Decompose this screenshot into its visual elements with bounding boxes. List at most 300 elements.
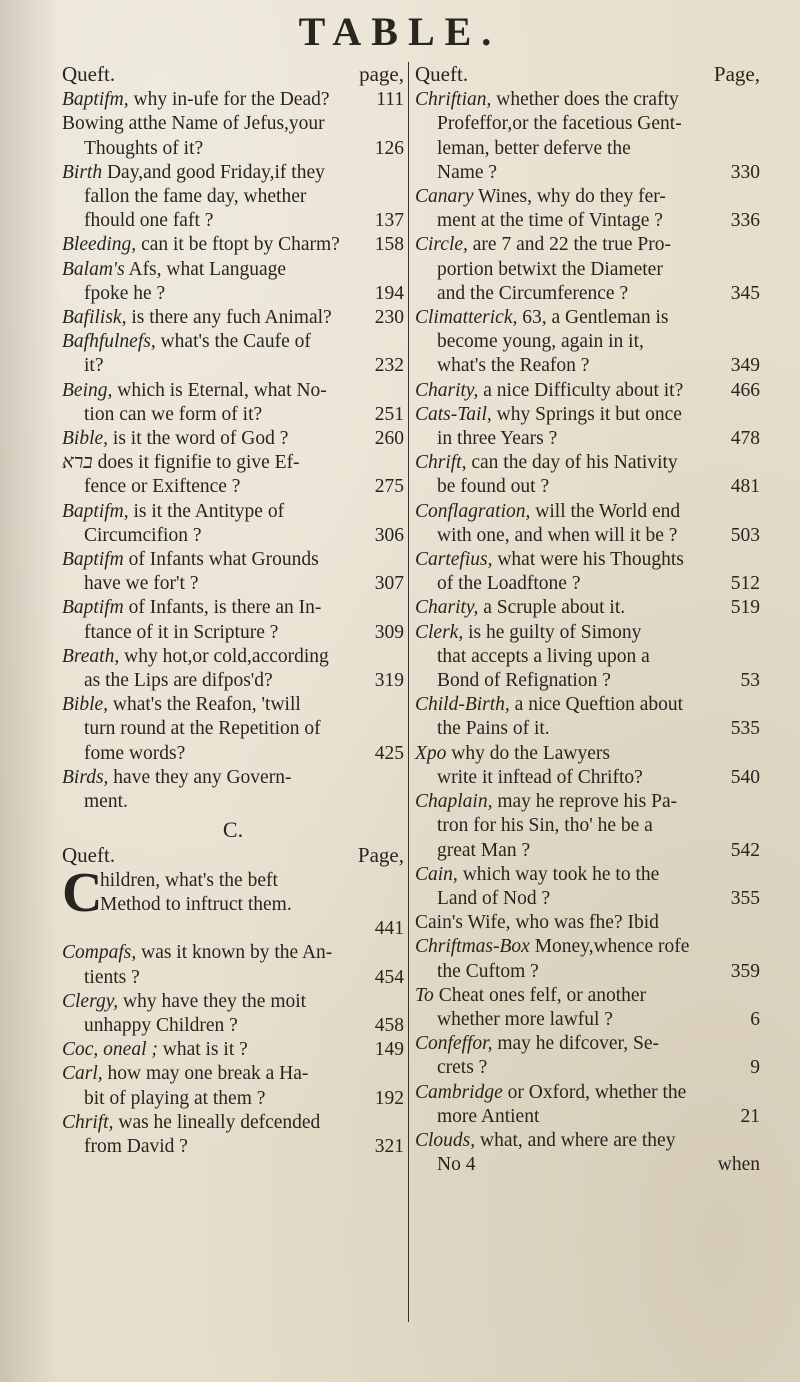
entry-headword: Canary xyxy=(415,186,474,208)
c-head-queft: Queft. xyxy=(62,842,116,867)
entry-line xyxy=(415,621,760,645)
entry-headword: Bible, xyxy=(62,428,109,450)
index-entry xyxy=(415,379,760,403)
entry-line xyxy=(415,161,760,185)
entry-page-number: 454 xyxy=(374,966,404,988)
entry-page-number: 349 xyxy=(730,355,760,377)
entry-line xyxy=(415,1008,760,1032)
entry-page-number: 359 xyxy=(730,960,760,982)
entry-line xyxy=(415,1105,760,1129)
entry-text: be found out ? xyxy=(437,476,550,498)
entry-line xyxy=(62,233,404,257)
entry-line xyxy=(415,330,760,354)
entry-headword: Chaplain, xyxy=(415,791,493,813)
index-entry xyxy=(415,935,760,983)
left-entries-c xyxy=(62,941,404,1159)
index-entry xyxy=(62,548,404,596)
index-entry xyxy=(415,500,760,548)
entry-text: a nice Queftion about xyxy=(514,694,684,716)
entry-line xyxy=(62,403,404,427)
entry-line xyxy=(415,1032,760,1056)
entry-headword: Cartefius, xyxy=(415,549,493,571)
entry-line xyxy=(62,112,404,136)
entry-line xyxy=(415,596,760,620)
entry-page-number: 111 xyxy=(376,89,404,111)
index-entry xyxy=(62,258,404,306)
index-entry xyxy=(62,766,404,814)
index-entry xyxy=(415,911,760,935)
entry-line xyxy=(62,693,404,717)
entry-page-number: 319 xyxy=(374,670,404,692)
entry-text: Bowing atthe Name of Jefus,your xyxy=(62,113,325,135)
left-column xyxy=(62,62,404,1159)
left-entries xyxy=(62,88,404,814)
entry-headword: Bleeding, xyxy=(62,234,137,256)
index-entry xyxy=(62,990,404,1038)
entry-text: is it the Antitype of xyxy=(133,500,285,522)
entry-line xyxy=(415,742,760,766)
dropcap-line: hildren, what's the beft xyxy=(100,869,278,891)
index-entry xyxy=(415,403,760,451)
entry-text: of Infants what Grounds xyxy=(128,549,319,571)
entry-line xyxy=(415,209,760,233)
entry-headword: Baptifm, xyxy=(62,89,129,111)
index-entry xyxy=(62,941,404,989)
entry-text: write it inftead of Chrifto? xyxy=(437,766,643,788)
index-entry xyxy=(62,161,404,234)
entry-text: is it the word of God ? xyxy=(112,428,289,450)
entry-page-number: 230 xyxy=(374,307,404,329)
left-column-head xyxy=(62,62,404,86)
entry-headword: Charity, xyxy=(415,597,479,619)
entry-page-number: 192 xyxy=(374,1087,404,1109)
entry-headword: Being, xyxy=(62,379,113,401)
index-entry xyxy=(415,1081,760,1129)
running-head: TABLE. xyxy=(298,9,502,54)
dropcap-letter: C xyxy=(62,861,103,924)
entry-headword: Cats-Tail, xyxy=(415,403,492,425)
entry-line xyxy=(415,500,760,524)
entry-line xyxy=(62,185,404,209)
index-entry xyxy=(415,742,760,790)
entry-text: No 4 xyxy=(437,1154,476,1176)
entry-line xyxy=(62,258,404,282)
entry-line xyxy=(62,427,404,451)
entry-text: turn round at the Repetition of xyxy=(84,718,321,740)
entry-line xyxy=(415,88,760,112)
entry-page-number: 251 xyxy=(374,403,404,425)
entry-line xyxy=(62,645,404,669)
entry-line xyxy=(62,717,404,741)
entry-text: ment. xyxy=(84,791,128,813)
left-head-queft: Queft. xyxy=(62,62,116,86)
entry-text: ment at the time of Vintage ? xyxy=(437,210,663,232)
entry-page-number: 345 xyxy=(730,282,760,304)
entry-text: and the Circumference ? xyxy=(437,282,629,304)
entry-page-number: 512 xyxy=(730,573,760,595)
entry-line xyxy=(415,645,760,669)
entry-page-number: 466 xyxy=(730,379,760,401)
entry-line xyxy=(415,282,760,306)
entry-text: Name ? xyxy=(437,161,498,183)
entry-line xyxy=(62,1087,404,1111)
entry-text: why Springs it but once xyxy=(496,403,682,425)
index-entry xyxy=(62,1038,404,1062)
entry-line xyxy=(62,572,404,596)
entry-text: of Infants, is there an In- xyxy=(128,597,322,619)
entry-line xyxy=(415,766,760,790)
entry-text: will the World end xyxy=(535,500,681,522)
entry-line xyxy=(62,548,404,572)
entry-text: or Oxford, whether the xyxy=(507,1081,687,1103)
entry-headword: Conflagration, xyxy=(415,500,531,522)
index-entry xyxy=(62,306,404,330)
entry-line xyxy=(415,112,760,136)
index-entry xyxy=(415,185,760,233)
entry-text: tients ? xyxy=(84,966,140,988)
entry-text: what were his Thoughts xyxy=(497,549,684,571)
entry-text: was he lineally defcended xyxy=(118,1111,321,1133)
entry-line xyxy=(62,306,404,330)
index-entry xyxy=(415,233,760,306)
entry-line xyxy=(415,669,760,693)
entry-headword: Xpo xyxy=(415,742,447,764)
entry-line xyxy=(415,1081,760,1105)
entry-line xyxy=(415,693,760,717)
entry-headword: Baptifm xyxy=(62,549,124,571)
entry-line xyxy=(415,814,760,838)
entry-text: the Cuftom ? xyxy=(437,960,539,982)
entry-page-number: 260 xyxy=(374,428,404,450)
entry-line xyxy=(415,451,760,475)
entry-line xyxy=(62,1014,404,1038)
entry-page-number: 330 xyxy=(730,161,760,183)
entry-headword: Child-Birth, xyxy=(415,694,510,716)
entry-line xyxy=(62,1135,404,1159)
entry-headword: Climatterick, xyxy=(415,307,518,329)
entry-line xyxy=(415,717,760,741)
entry-text: why in-ufe for the Dead? xyxy=(133,89,330,111)
entry-page-number: when xyxy=(717,1154,760,1176)
entry-line xyxy=(415,427,760,451)
entry-headword: Chrift, xyxy=(415,452,467,474)
entry-text: fence or Exiftence ? xyxy=(84,476,241,498)
dropcap-page-number: 441 xyxy=(374,918,404,940)
entry-text: Money,whence rofe xyxy=(534,936,690,958)
entry-line xyxy=(415,306,760,330)
entry-line xyxy=(62,621,404,645)
entry-text: leman, better deferve the xyxy=(437,137,631,159)
section-letter: C. xyxy=(222,817,244,843)
entry-line xyxy=(415,403,760,427)
dropcap-entry xyxy=(62,861,404,924)
entry-line xyxy=(62,500,404,524)
entry-page-number: 478 xyxy=(730,428,760,450)
entry-page-number: 21 xyxy=(740,1105,760,1127)
entry-text: Thoughts of it? xyxy=(84,137,204,159)
entry-text: what's the Reafon ? xyxy=(437,355,590,377)
entry-line xyxy=(62,451,404,475)
entry-line xyxy=(62,137,404,161)
right-head-queft: Queft. xyxy=(415,62,469,86)
entry-text: fallon the fame day, whether xyxy=(84,186,307,208)
entry-text: with one, and when will it be ? xyxy=(437,524,678,546)
entry-text: does it fignifie to give Ef- xyxy=(97,452,300,474)
index-entry xyxy=(415,621,760,694)
entry-text: why have they the moit xyxy=(123,990,307,1012)
entry-page-number: 232 xyxy=(374,355,404,377)
entry-page-number: 535 xyxy=(730,718,760,740)
entry-text: in three Years ? xyxy=(437,428,558,450)
entry-line xyxy=(415,911,760,935)
page-edge-shadow xyxy=(0,0,60,1382)
entry-text: Afs, what Language xyxy=(128,258,287,280)
entry-text: of the Loadftone ? xyxy=(437,573,581,595)
entry-headword: Circle, xyxy=(415,234,468,256)
entry-text: which way took he to the xyxy=(462,863,660,885)
entry-text: 63, a Gentleman is xyxy=(522,307,669,329)
entry-page-number: 542 xyxy=(730,839,760,861)
entry-line xyxy=(415,233,760,257)
entry-text: what is it ? xyxy=(162,1039,248,1061)
entry-text: a nice Difficulty about it? xyxy=(483,379,684,401)
entry-line xyxy=(415,839,760,863)
entry-line xyxy=(62,379,404,403)
entry-line xyxy=(62,790,404,814)
entry-text: a Scruple about it. xyxy=(483,597,626,619)
entry-text: the Pains of it. xyxy=(437,718,550,740)
entry-text: Cheat ones felf, or another xyxy=(438,984,647,1006)
entry-text: Cain's Wife, who was fhe? Ibid xyxy=(415,912,659,934)
entry-line xyxy=(62,209,404,233)
entry-line xyxy=(415,379,760,403)
entry-line xyxy=(415,475,760,499)
entry-text: can it be ftopt by Charm? xyxy=(141,234,340,256)
entry-headword: Bafilisk, xyxy=(62,307,127,329)
right-entries xyxy=(415,88,760,1177)
entry-text: as the Lips are difpos'd? xyxy=(84,670,273,692)
entry-page-number: 321 xyxy=(374,1135,404,1157)
entry-headword: Baptifm, xyxy=(62,500,129,522)
entry-line xyxy=(62,596,404,620)
entry-line xyxy=(62,282,404,306)
index-entry xyxy=(415,863,760,911)
index-entry xyxy=(62,379,404,427)
entry-text: fome words? xyxy=(84,742,186,764)
entry-line xyxy=(62,1111,404,1135)
entry-text: tron for his Sin, tho' he be a xyxy=(437,815,653,837)
entry-page-number: 149 xyxy=(374,1039,404,1061)
entry-line xyxy=(415,1056,760,1080)
entry-text: which is Eternal, what No- xyxy=(117,379,327,401)
entry-headword: Cain, xyxy=(415,863,458,885)
index-entry xyxy=(62,500,404,548)
entry-text: whether more lawful ? xyxy=(437,1008,613,1030)
left-head-page: page, xyxy=(359,62,404,86)
entry-headword: Clouds, xyxy=(415,1129,476,1151)
column-divider xyxy=(408,62,409,1322)
entry-headword: ברא xyxy=(62,452,93,474)
entry-line xyxy=(415,887,760,911)
entry-page-number: 9 xyxy=(750,1057,760,1079)
entry-headword: Balam's xyxy=(62,258,125,280)
entry-line xyxy=(62,1062,404,1086)
entry-line xyxy=(415,1129,760,1153)
entry-text: Wines, why do they fer- xyxy=(478,186,666,208)
entry-text: become young, again in it, xyxy=(437,331,644,353)
index-entry xyxy=(415,1129,760,1177)
entry-line xyxy=(415,1153,760,1177)
index-entry xyxy=(62,112,404,160)
entry-page-number: 6 xyxy=(750,1008,760,1030)
entry-line xyxy=(62,524,404,548)
entry-line xyxy=(415,960,760,984)
entry-text: what, and where are they xyxy=(480,1129,676,1151)
index-entry xyxy=(62,330,404,378)
entry-headword: Chriftian, xyxy=(415,89,492,111)
entry-page-number: 519 xyxy=(730,597,760,619)
entry-page-number: 137 xyxy=(374,210,404,232)
entry-headword: To xyxy=(415,984,434,1006)
index-entry xyxy=(62,1062,404,1110)
entry-text: tion can we form of it? xyxy=(84,403,263,425)
entry-text: why hot,or cold,according xyxy=(124,645,329,667)
entry-headword: Baptifm xyxy=(62,597,124,619)
entry-page-number: 307 xyxy=(374,573,404,595)
entry-text: Bond of Refignation ? xyxy=(437,670,611,692)
entry-page-number: 158 xyxy=(374,234,404,256)
right-column xyxy=(415,62,760,1177)
entry-text: have they any Govern- xyxy=(113,766,292,788)
entry-headword: Birth xyxy=(62,161,103,183)
entry-headword: Chrift, xyxy=(62,1111,114,1133)
entry-headword: Coc, oneal ; xyxy=(62,1039,158,1061)
entry-headword: Compafs, xyxy=(62,942,137,964)
entry-line xyxy=(62,990,404,1014)
index-entry xyxy=(62,596,404,644)
entry-text: that accepts a living upon a xyxy=(437,645,650,667)
index-entry xyxy=(62,693,404,766)
entry-line xyxy=(415,137,760,161)
entry-page-number: 425 xyxy=(374,742,404,764)
entry-text: Circumcifion ? xyxy=(84,524,202,546)
entry-text: Day,and good Friday,if they xyxy=(106,161,325,183)
entry-line xyxy=(62,354,404,378)
entry-headword: Clergy, xyxy=(62,990,119,1012)
entry-line xyxy=(62,88,404,112)
entry-text: ftance of it in Scripture ? xyxy=(84,621,279,643)
entry-text: is he guilty of Simony xyxy=(468,621,642,643)
entry-text: is there any fuch Animal? xyxy=(131,307,332,329)
entry-page-number: 275 xyxy=(374,476,404,498)
entry-text: portion betwixt the Diameter xyxy=(437,258,663,280)
entry-line xyxy=(415,258,760,282)
entry-headword: Chriftmas-Box xyxy=(415,936,530,958)
entry-line xyxy=(62,1038,404,1062)
entry-page-number: 53 xyxy=(740,670,760,692)
entry-line xyxy=(415,863,760,887)
entry-line xyxy=(62,161,404,185)
entry-line xyxy=(415,548,760,572)
entry-text: are 7 and 22 the true Pro- xyxy=(472,234,671,256)
entry-text: Land of Nod ? xyxy=(437,887,551,909)
entry-line xyxy=(415,524,760,548)
entry-headword: Cambridge xyxy=(415,1081,503,1103)
entry-line xyxy=(415,790,760,814)
entry-headword: Clerk, xyxy=(415,621,464,643)
index-entry xyxy=(415,984,760,1032)
index-entry xyxy=(415,596,760,620)
entry-headword: Carl, xyxy=(62,1063,103,1085)
index-entry xyxy=(415,306,760,379)
entry-text: more Antient xyxy=(437,1105,540,1127)
c-section-head xyxy=(62,843,404,867)
entry-text: may he reprove his Pa- xyxy=(497,791,678,813)
c-head-page: Page, xyxy=(357,842,404,867)
entry-headword: Charity, xyxy=(415,379,479,401)
entry-page-number: 503 xyxy=(730,524,760,546)
entry-line xyxy=(415,185,760,209)
entry-headword: Confeffor, xyxy=(415,1033,493,1055)
entry-text: what's the Caufe of xyxy=(160,331,311,353)
entry-text: it? xyxy=(84,355,104,377)
index-entry xyxy=(62,88,404,112)
entry-text: why do the Lawyers xyxy=(451,742,610,764)
right-column-head xyxy=(415,62,760,86)
index-entry xyxy=(415,548,760,596)
dropcap-line: Method to inftruct them. xyxy=(100,893,292,915)
index-entry xyxy=(415,88,760,185)
entry-text: can the day of his Nativity xyxy=(471,452,678,474)
dropcap-text xyxy=(100,869,404,917)
entry-headword: Breath, xyxy=(62,645,120,667)
entry-line xyxy=(415,935,760,959)
index-entry xyxy=(62,1111,404,1159)
entry-page-number: 194 xyxy=(374,282,404,304)
right-head-page: Page, xyxy=(713,62,760,86)
index-entry xyxy=(415,693,760,741)
entry-line xyxy=(62,941,404,965)
entry-page-number: 336 xyxy=(730,210,760,232)
entry-text: how may one break a Ha- xyxy=(107,1063,309,1085)
entry-text: was it known by the An- xyxy=(141,942,333,964)
entry-line xyxy=(62,330,404,354)
index-entry xyxy=(415,451,760,499)
entry-text: fhould one faft ? xyxy=(84,210,214,232)
entry-text: from David ? xyxy=(84,1135,188,1157)
entry-line xyxy=(415,984,760,1008)
entry-line xyxy=(62,475,404,499)
index-entry xyxy=(415,1032,760,1080)
entry-page-number: 540 xyxy=(730,766,760,788)
index-entry xyxy=(62,427,404,451)
index-entry xyxy=(62,233,404,257)
entry-page-number: 355 xyxy=(730,887,760,909)
entry-text: unhappy Children ? xyxy=(84,1014,238,1036)
index-entry xyxy=(62,451,404,499)
entry-headword: Bible, xyxy=(62,694,109,716)
entry-page-number: 309 xyxy=(374,621,404,643)
index-entry xyxy=(62,645,404,693)
entry-line xyxy=(62,742,404,766)
entry-page-number: 481 xyxy=(730,476,760,498)
entry-page-number: 306 xyxy=(374,524,404,546)
entry-text: have we for't ? xyxy=(84,573,199,595)
entry-line xyxy=(62,966,404,990)
entry-line xyxy=(415,354,760,378)
entry-text: whether does the crafty xyxy=(496,89,679,111)
entry-text: crets ? xyxy=(437,1057,488,1079)
